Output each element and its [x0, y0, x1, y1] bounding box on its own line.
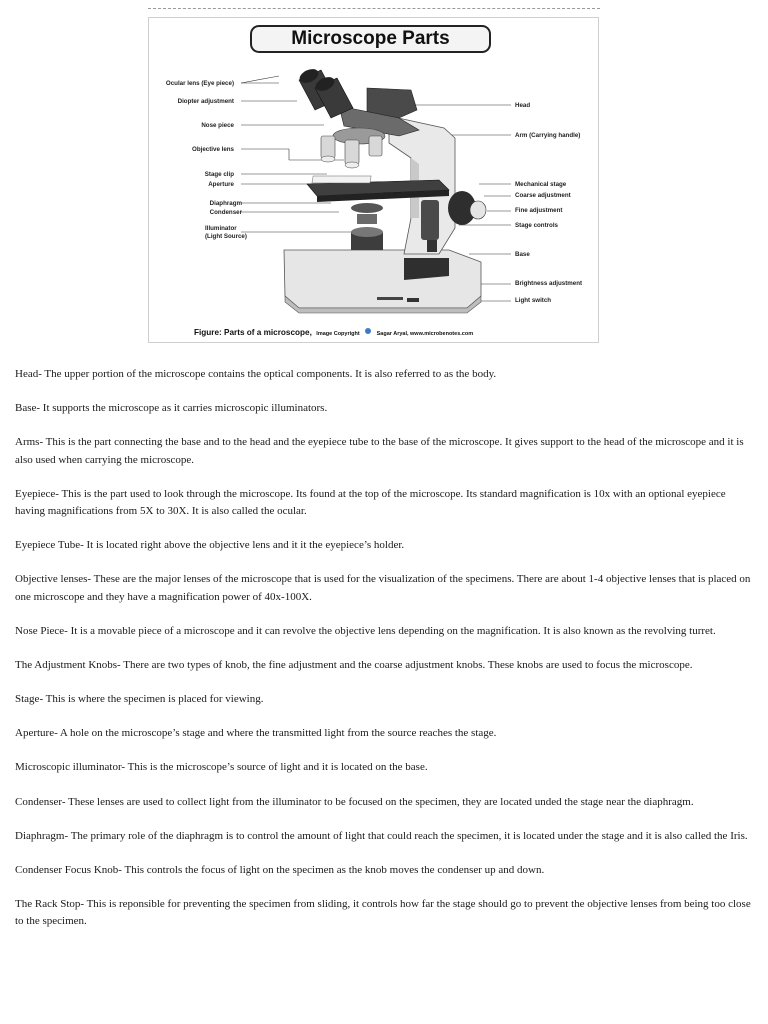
label-fine-adjustment: Fine adjustment	[515, 207, 563, 214]
para-diaphragm: Diaphragm- The primary role of the diaphragm is to control the amount of light that could reach the specimen, it is located under the stage and it is also called the Iris.	[15, 829, 748, 842]
label-stage-controls: Stage controls	[515, 222, 558, 229]
caption-author: Sagar Aryal, www.microbenotes.com	[376, 331, 474, 337]
para-condenser-focus-knob: Condenser Focus Knob- This controls the focus of light on the specimen as the knob moves the condenser up and down.	[15, 863, 545, 876]
label-condenser: Condenser	[209, 209, 242, 216]
para-aperture: Aperture- A hole on the microscope’s stage and where the transmitted light from the source reaches the stage.	[15, 727, 497, 740]
label-arm: Arm (Carrying handle)	[515, 132, 581, 139]
caption-main: Figure: Parts of a microscope,	[194, 328, 312, 337]
para-nose-piece: Nose Piece- It is a movable piece of a microscope and it can revolve the objective lens depending on the magnification. It is also known as the revolving turret.	[15, 625, 716, 638]
para-eyepiece-tube: Eyepiece Tube- It is located right above the objective lens and it it the eyepiece’s holder.	[15, 539, 405, 552]
figure-caption	[194, 322, 473, 340]
label-coarse-adjustment: Coarse adjustment	[515, 192, 571, 199]
label-illuminator: Illuminator	[205, 225, 237, 232]
dotted-divider	[148, 8, 600, 9]
para-stage: Stage- This is where the specimen is placed for viewing.	[15, 693, 264, 706]
para-objective-lenses: Objective lenses- These are the major lenses of the microscope that is used for the visualization of the specimens. There are about 1-4 objective lenses that is placed on one microscope and they have a magnification power of 40x-100X.	[15, 573, 751, 603]
label-brightness-adjustment: Brightness adjustment	[515, 280, 583, 287]
figure-title: Microscope Parts	[250, 25, 491, 53]
para-adjustment-knobs: The Adjustment Knobs- There are two types of knob, the fine adjustment and the coarse adjustment knobs. These knobs are used to focus the microscope.	[15, 659, 693, 672]
caption-copyright: Image Copyright	[316, 331, 360, 337]
label-base: Base	[515, 251, 530, 258]
para-arms: Arms- This is the part connecting the base and to the head and the eyepiece tube to the base of the microscope. It gives support to the head of the microscope and it is also used when carrying the microscope.	[15, 436, 744, 466]
label-head: Head	[515, 102, 531, 109]
microscope-figure	[148, 17, 599, 343]
para-condenser: Condenser- These lenses are used to collect light from the illuminator to be focused on the specimen, they are located unded the stage near the diaphragm.	[15, 795, 694, 808]
label-aperture: Aperture	[208, 181, 234, 188]
label-stage-clip: Stage clip	[204, 171, 234, 178]
definitions-list	[15, 366, 757, 947]
para-base: Base- It supports the microscope as it carries microscopic illuminators.	[15, 402, 328, 415]
label-diaphragm: Diaphragm	[209, 200, 242, 207]
para-rack-stop: The Rack Stop- This is reponsible for preventing the specimen from sliding, it controls how far the stage should go to prevent the objective lenses from being too close to the specimen.	[15, 897, 751, 928]
label-nose-piece: Nose piece	[201, 122, 234, 129]
label-mechanical-stage: Mechanical stage	[515, 181, 567, 188]
label-light-switch: Light switch	[515, 297, 552, 304]
para-eyepiece: Eyepiece- This is the part used to look through the microscope. Its found at the top of the microscope. Its standard magnification is 10x with an optional eyepiece having magnifications from 5X to 30X. It is also called the ocular.	[15, 487, 726, 518]
copyright-dot-icon	[365, 328, 371, 334]
label-objective-lens: Objective lens	[192, 146, 234, 153]
label-light-source: (Light Source)	[205, 233, 247, 240]
para-head: Head- The upper portion of the microscope contains the optical components. It is also referred to as the body.	[15, 368, 497, 380]
para-illuminator: Microscopic illuminator- This is the microscope’s source of light and it is located on the base.	[15, 761, 428, 774]
label-ocular-lens: Ocular lens (Eye piece)	[165, 80, 234, 87]
label-diopter-adjustment: Diopter adjustment	[177, 98, 234, 105]
